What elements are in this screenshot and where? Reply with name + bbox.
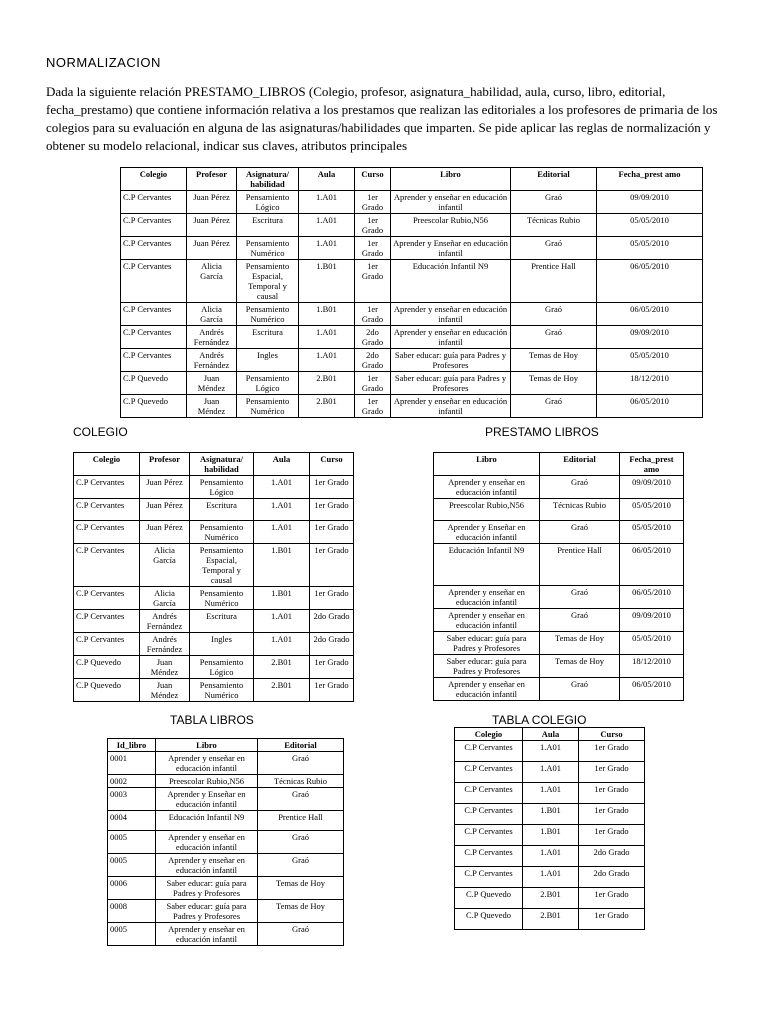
column-header: Colegio [74,453,140,476]
table-cell: Graó [511,326,597,349]
prestamo-libros-table [120,167,703,418]
table-cell: 1er Grado [310,521,354,544]
column-header: Aula [254,453,310,476]
intro-paragraph: Dada la siguiente relación PRESTAMO_LIBROS (Colegio, profesor, asignatura_habilidad, aula, curso, libro, editorial, fecha_prestamo) que contiene información relativa a los prestamos que realizan las editoriales a los profesores de primaria de los colegios para su evaluación en alguna de las asignaturas/habilidades que imparten. Se pide aplicar las reglas de normalización y obtener su modelo relacional, indicar sus claves, atributos principales [46,84,718,153]
table-cell: Preescolar Rubio,N56 [434,499,540,521]
table-cell: C.P Quevedo [455,888,523,909]
table-cell: 1er Grado [310,544,354,587]
table-cell: C.P Cervantes [74,587,140,610]
table-cell: C.P Cervantes [121,326,187,349]
table-cell: Técnicas Rubio [511,214,597,237]
table-cell: 1.A01 [523,846,579,867]
table-cell: C.P Cervantes [74,476,140,499]
table-cell: Prentice Hall [511,260,597,303]
table-cell: Educación Infantil N9 [391,260,511,303]
table-cell: Graó [511,395,597,418]
table-row [455,783,645,804]
table-cell: 1.B01 [254,544,310,587]
table-cell: 0002 [108,775,156,788]
table-cell: Graó [511,303,597,326]
table-row [74,610,354,633]
column-header: Libro [156,739,258,752]
column-header: Colegio [455,728,523,741]
table-cell: 2do Grado [310,633,354,656]
table-cell: 2do Grado [579,867,645,888]
table-cell: 09/09/2010 [620,476,684,499]
table-row [74,633,354,656]
table-row [434,476,684,499]
table-cell: 1.A01 [299,214,355,237]
column-header: Fecha_prest amo [597,168,703,191]
table-cell: 1er Grado [310,679,354,702]
table-cell: C.P Cervantes [455,762,523,783]
table-cell: Juan Pérez [187,191,237,214]
table-cell: 2.B01 [523,888,579,909]
table-cell: 1er Grado [310,499,354,521]
header-row [121,168,703,191]
table-cell: 1.A01 [299,191,355,214]
table-cell: C.P Cervantes [121,237,187,260]
table-cell: 06/05/2010 [620,586,684,609]
table-cell: C.P Cervantes [455,825,523,846]
table-cell: Aprender y enseñar en educación infantil [156,854,258,877]
table-row [74,656,354,679]
table-row [108,788,344,811]
table-cell: Juan Méndez [187,372,237,395]
table-cell: Graó [258,788,344,811]
table-cell: Juan Pérez [140,476,190,499]
table-cell: Pensamiento Numérico [237,395,299,418]
table-cell: Escritura [237,326,299,349]
table-cell: Pensamiento Numérico [190,521,254,544]
table-cell: 1.A01 [254,633,310,656]
table-cell: Aprender y Enseñar en educación infantil [391,237,511,260]
table-cell: 1er Grado [355,303,391,326]
table-cell: Pensamiento Numérico [190,587,254,610]
column-header: Id_libro [108,739,156,752]
column-header: Asignatura/ habilidad [237,168,299,191]
table-row [121,395,703,418]
table-cell: Graó [511,191,597,214]
prestamo-libros-label: PRESTAMO LIBROS [485,425,599,439]
table-cell: Juan Méndez [140,656,190,679]
table-row [108,923,344,946]
table-cell: 1er Grado [310,476,354,499]
table-cell: C.P Cervantes [455,867,523,888]
table-cell: C.P Cervantes [74,499,140,521]
table-row [434,655,684,678]
table-row [121,214,703,237]
table-row [108,877,344,900]
libros-table [107,738,344,946]
table-cell: Aprender y enseñar en educación infantil [156,752,258,775]
table-cell: Saber educar: guía para Padres y Profesores [434,655,540,678]
table-cell: Aprender y enseñar en educación infantil [391,395,511,418]
table-cell: Graó [540,586,620,609]
table-cell: Andrés Fernández [140,610,190,633]
table-cell: 1er Grado [579,741,645,762]
table-cell: 2do Grado [355,349,391,372]
table-cell: Saber educar: guía para Padres y Profesores [156,900,258,923]
table-cell: Temas de Hoy [258,877,344,900]
column-header: Profesor [140,453,190,476]
table-cell: Escritura [190,610,254,633]
table-cell: 05/05/2010 [620,499,684,521]
table-cell: 1er Grado [310,587,354,610]
table-cell: Saber educar: guía para Padres y Profesores [156,877,258,900]
column-header: Aula [523,728,579,741]
table-row [455,846,645,867]
table-cell: C.P Quevedo [455,909,523,930]
table-cell: Graó [258,854,344,877]
table-cell: Aprender y enseñar en educación infantil [391,191,511,214]
table-cell: 05/05/2010 [597,237,703,260]
table-row [108,752,344,775]
table-cell: 1er Grado [355,260,391,303]
table-cell: Pensamiento Espacial, Temporal y causal [190,544,254,587]
table-row [74,476,354,499]
table-cell: 1er Grado [355,395,391,418]
table-cell: 0005 [108,831,156,854]
table-cell: Pensamiento Lógico [237,372,299,395]
table-cell: Aprender y enseñar en educación infantil [434,476,540,499]
table-cell: C.P Cervantes [74,521,140,544]
table-cell: Andrés Fernández [187,326,237,349]
table-cell: 09/09/2010 [620,609,684,632]
column-header: Libro [391,168,511,191]
table-row [108,775,344,788]
table-cell: 06/05/2010 [597,395,703,418]
table-cell: 1.B01 [254,587,310,610]
table-cell: Pensamiento Numérico [237,237,299,260]
table-cell: 06/05/2010 [620,544,684,586]
column-header: Curso [310,453,354,476]
table-row [455,741,645,762]
table-cell: Educación Infantil N9 [434,544,540,586]
table-cell: 1.A01 [299,349,355,372]
table-cell: 0005 [108,854,156,877]
table-cell: C.P Cervantes [455,741,523,762]
table-row [434,544,684,586]
table-cell: Escritura [190,499,254,521]
table-cell: Educación Infantil N9 [156,811,258,831]
table-cell: 0008 [108,900,156,923]
table-cell: C.P Quevedo [121,395,187,418]
table-cell: Técnicas Rubio [258,775,344,788]
table-cell: Pensamiento Lógico [237,191,299,214]
table-cell: Aprender y enseñar en educación infantil [391,326,511,349]
table-cell: 1.A01 [254,499,310,521]
table-cell: Juan Pérez [140,499,190,521]
table-row [434,678,684,701]
table-cell: Juan Pérez [140,521,190,544]
table-cell: Andrés Fernández [140,633,190,656]
table-cell: 06/05/2010 [597,303,703,326]
table-row [455,867,645,888]
table-row [74,544,354,587]
table-cell: Aprender y Enseñar en educación infantil [434,521,540,544]
table-cell: 1.B01 [299,260,355,303]
table-row [74,587,354,610]
table-row [434,499,684,521]
table-row [455,888,645,909]
table-cell: 1.A01 [523,741,579,762]
table-cell: Ingles [190,633,254,656]
table-cell: C.P Cervantes [455,783,523,804]
table-cell: Graó [540,609,620,632]
table-cell: Juan Pérez [187,214,237,237]
table-cell: 2.B01 [254,656,310,679]
table-cell: Alicia García [187,260,237,303]
table-cell: 0006 [108,877,156,900]
table-row [121,372,703,395]
tabla-colegio-label: TABLA COLEGIO [492,713,587,727]
table-cell: 2do Grado [310,610,354,633]
header-row [434,453,684,476]
table-cell: Saber educar: guía para Padres y Profesores [391,372,511,395]
table-cell: 1er Grado [579,888,645,909]
table-cell: Graó [258,923,344,946]
column-header: Editorial [511,168,597,191]
table-cell: 0004 [108,811,156,831]
table-cell: Graó [540,678,620,701]
table-cell: C.P Cervantes [121,214,187,237]
table-cell: 2do Grado [579,846,645,867]
column-header: Libro [434,453,540,476]
table-cell: Pensamiento Numérico [190,679,254,702]
table-row [434,609,684,632]
table-cell: Aprender y Enseñar en educación infantil [156,788,258,811]
table-cell: 1.B01 [523,804,579,825]
column-header: Profesor [187,168,237,191]
table-cell: Pensamiento Espacial, Temporal y causal [237,260,299,303]
table-row [434,521,684,544]
table-row [455,762,645,783]
colegio-label: COLEGIO [73,425,128,439]
table-cell: C.P Cervantes [455,846,523,867]
table-row [434,586,684,609]
table-cell: Juan Méndez [140,679,190,702]
table-cell: Aprender y enseñar en educación infantil [434,609,540,632]
table-cell: 1.A01 [523,762,579,783]
header-row [108,739,344,752]
table-cell: Alicia García [140,544,190,587]
table-cell: 0005 [108,923,156,946]
table-cell: 1.A01 [299,326,355,349]
table-row [121,349,703,372]
table-row [455,909,645,930]
table-row [455,825,645,846]
table-cell: 0003 [108,788,156,811]
table-cell: 1er Grado [355,372,391,395]
table-cell: C.P Cervantes [121,303,187,326]
table-cell: 2.B01 [299,395,355,418]
table-cell: 18/12/2010 [597,372,703,395]
table-row [121,237,703,260]
header-row [74,453,354,476]
table-cell: Andrés Fernández [187,349,237,372]
table-cell: Preescolar Rubio,N56 [156,775,258,788]
table-cell: C.P Quevedo [74,656,140,679]
table-row [108,811,344,831]
column-header: Aula [299,168,355,191]
table-cell: Temas de Hoy [511,372,597,395]
table-cell: Graó [540,521,620,544]
table-cell: Pensamiento Lógico [190,476,254,499]
table-cell: Pensamiento Lógico [190,656,254,679]
table-cell: 2.B01 [523,909,579,930]
table-row [74,499,354,521]
table-row [434,632,684,655]
table-cell: Graó [511,237,597,260]
column-header: Curso [355,168,391,191]
table-row [121,303,703,326]
table-row [74,521,354,544]
table-cell: Temas de Hoy [258,900,344,923]
table-cell: C.P Quevedo [121,372,187,395]
table-cell: 1.A01 [254,476,310,499]
table-cell: Saber educar: guía para Padres y Profesores [434,632,540,655]
prestamo-table [433,452,684,701]
table-cell: 05/05/2010 [597,214,703,237]
table-row [121,260,703,303]
table-cell: C.P Cervantes [121,260,187,303]
column-header: Editorial [258,739,344,752]
table-cell: Escritura [237,214,299,237]
table-cell: Alicia García [187,303,237,326]
tabla-colegio-table [454,727,645,930]
table-cell: 2do Grado [355,326,391,349]
table-cell: 1er Grado [579,783,645,804]
table-cell: Aprender y enseñar en educación infantil [391,303,511,326]
column-header: Curso [579,728,645,741]
table-cell: Prentice Hall [540,544,620,586]
table-cell: 1er Grado [355,214,391,237]
table-cell: 2.B01 [299,372,355,395]
table-cell: C.P Quevedo [74,679,140,702]
table-cell: C.P Cervantes [74,544,140,587]
table-row [108,900,344,923]
table-cell: 1.B01 [523,825,579,846]
table-cell: C.P Cervantes [121,191,187,214]
page-title: NORMALIZACION [46,55,161,70]
table-cell: 1er Grado [310,656,354,679]
table-row [74,679,354,702]
table-cell: Graó [540,476,620,499]
table-cell: C.P Cervantes [455,804,523,825]
table-cell: Prentice Hall [258,811,344,831]
table-cell: Pensamiento Numérico [237,303,299,326]
table-cell: 1.A01 [523,783,579,804]
column-header: Editorial [540,453,620,476]
table-cell: 1er Grado [355,237,391,260]
table-cell: Ingles [237,349,299,372]
table-cell: 1.A01 [254,521,310,544]
table-cell: Juan Pérez [187,237,237,260]
table-cell: 1.B01 [299,303,355,326]
table-cell: 05/05/2010 [620,521,684,544]
table-cell: 1.A01 [299,237,355,260]
table-row [108,831,344,854]
table-cell: 1er Grado [579,825,645,846]
column-header: Asignatura/ habilidad [190,453,254,476]
table-cell: Preescolar Rubio,N56 [391,214,511,237]
table-row [121,191,703,214]
table-cell: Aprender y enseñar en educación infantil [156,923,258,946]
table-cell: Alicia García [140,587,190,610]
header-row [455,728,645,741]
table-cell: 1er Grado [355,191,391,214]
table-cell: C.P Cervantes [74,633,140,656]
table-cell: Aprender y enseñar en educación infantil [156,831,258,854]
table-cell: 2.B01 [254,679,310,702]
tabla-libros-label: TABLA LIBROS [170,713,254,727]
table-cell: Saber educar: guía para Padres y Profesores [391,349,511,372]
table-cell: 09/09/2010 [597,191,703,214]
table-row [455,804,645,825]
table-cell: 1er Grado [579,804,645,825]
table-row [121,326,703,349]
table-cell: Temas de Hoy [540,632,620,655]
table-cell: Aprender y enseñar en educación infantil [434,586,540,609]
table-cell: 1.A01 [523,867,579,888]
column-header: Colegio [121,168,187,191]
table-cell: Temas de Hoy [540,655,620,678]
table-cell: 06/05/2010 [597,260,703,303]
table-row [108,854,344,877]
table-cell: 0001 [108,752,156,775]
table-cell: 05/05/2010 [620,632,684,655]
table-cell: Técnicas Rubio [540,499,620,521]
table-cell: 09/09/2010 [597,326,703,349]
table-cell: Juan Méndez [187,395,237,418]
table-cell: 1.A01 [254,610,310,633]
table-cell: Graó [258,831,344,854]
table-cell: 05/05/2010 [597,349,703,372]
table-cell: Graó [258,752,344,775]
column-header: Fecha_prest amo [620,453,684,476]
table-cell: 1er Grado [579,762,645,783]
table-cell: C.P Cervantes [74,610,140,633]
table-cell: 1er Grado [579,909,645,930]
table-cell: 18/12/2010 [620,655,684,678]
table-cell: 06/05/2010 [620,678,684,701]
table-cell: C.P Cervantes [121,349,187,372]
table-cell: Temas de Hoy [511,349,597,372]
table-cell: Aprender y enseñar en educación infantil [434,678,540,701]
colegio-table [73,452,354,702]
